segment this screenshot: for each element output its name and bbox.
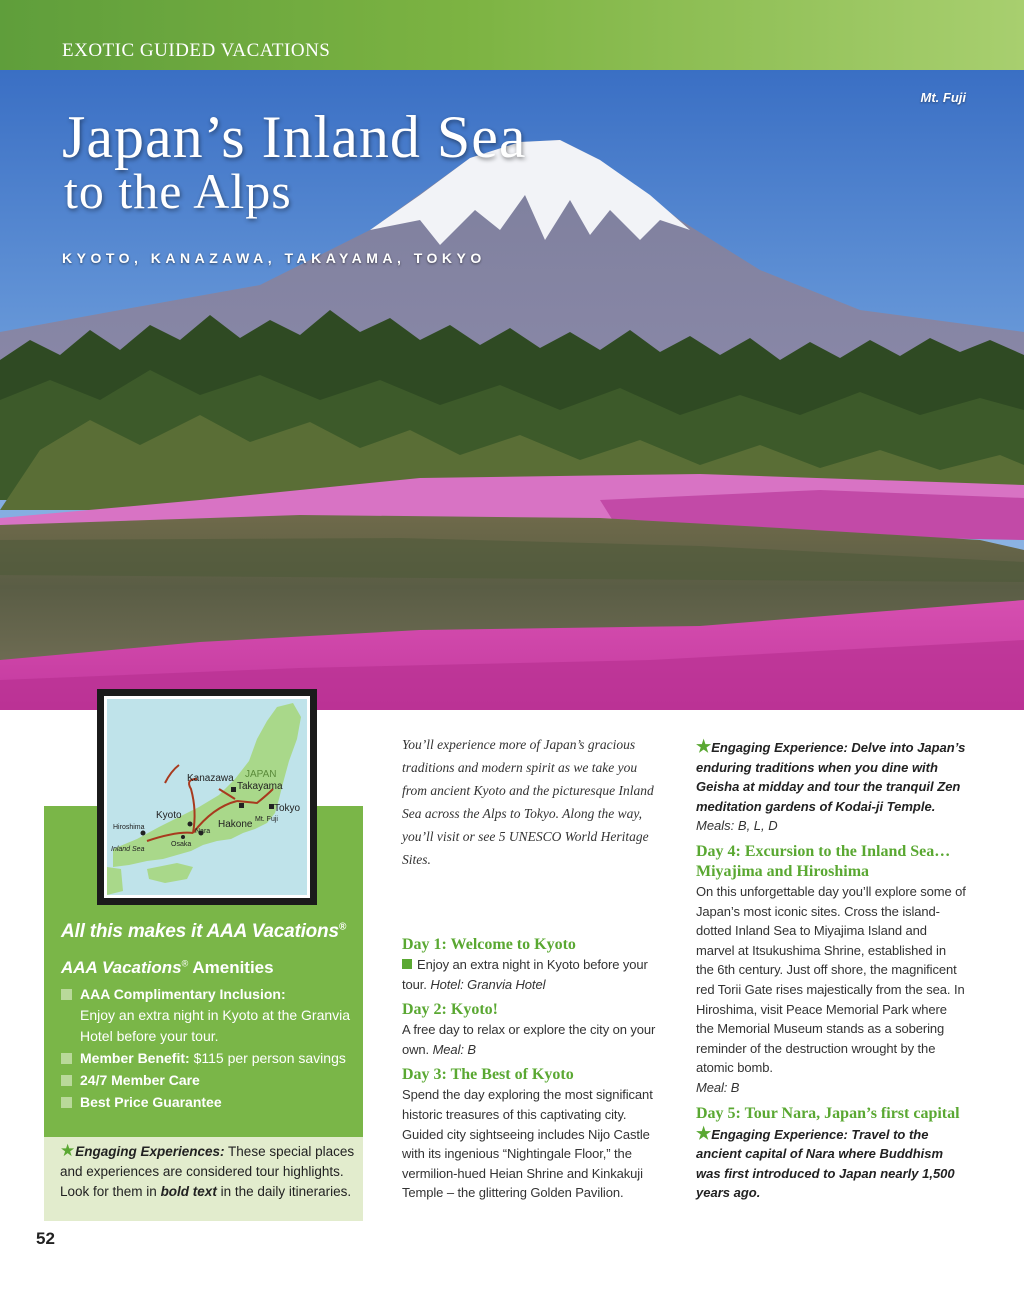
- day-4-heading: Day 4: Excursion to the Inland Sea… Miyajima and Hiroshima: [696, 842, 951, 880]
- day-4-meal: Meal: B: [696, 1079, 740, 1095]
- square-bullet-icon: [61, 1053, 72, 1064]
- itinerary-column-2: [696, 737, 966, 1203]
- map-label-mt-fuji: Mt. Fuji: [255, 816, 278, 823]
- amenities-brand: AAA Vacations: [61, 958, 182, 977]
- list-item: [61, 1092, 351, 1113]
- page-title: [62, 104, 527, 219]
- map-label-country: JAPAN: [245, 769, 277, 780]
- amenities-heading: [61, 958, 274, 978]
- intro-paragraph: You’ll experience more of Japan’s gracious traditions and modern spirit as we take you from ancient Kyoto and the picturesque Inland Sea across the Alps to Tokyo. Along the way, you’ll visit or see 5 UNESCO World Heritage Sites.: [402, 737, 654, 867]
- itinerary-column-1: [402, 935, 664, 1203]
- page-number: 52: [36, 1229, 55, 1248]
- list-item: [61, 984, 351, 1047]
- map-label-kanazawa: Kanazawa: [187, 773, 234, 784]
- day-1-hotel: Hotel: Granvia Hotel: [430, 976, 546, 992]
- engaging-emphasis: bold text: [160, 1184, 217, 1199]
- day-3-experience-text: Engaging Experience: Delve into Japan’s enduring traditions when you dine with Geisha at midday and tour the tranquil Zen meditation gardens of Kodai-ji Temple.: [696, 740, 966, 814]
- map-label-kyoto: Kyoto: [156, 810, 182, 821]
- map-label-osaka: Osaka: [171, 841, 192, 848]
- amenity-title: Best Price Guarantee: [80, 1094, 222, 1110]
- square-bullet-icon: [402, 959, 412, 969]
- japan-map-image: [107, 699, 307, 895]
- registered-mark: ®: [181, 958, 189, 969]
- amenities-word: Amenities: [188, 958, 274, 977]
- amenity-title: 24/7 Member Care: [80, 1072, 200, 1088]
- amenity-text: $115 per person savings: [189, 1050, 346, 1066]
- photo-caption: Mt. Fuji: [920, 90, 966, 105]
- list-item: [61, 1048, 351, 1069]
- star-icon: ★: [696, 737, 712, 756]
- day-5-experience-text: Engaging Experience: Travel to the ancient capital of Nara where Buddhism was first introduced to Japan nearly 1,500 years ago.: [696, 1126, 955, 1201]
- engaging-text: These special places and experiences are considered tour highlights. Look for them in: [60, 1144, 355, 1199]
- square-bullet-icon: [61, 1097, 72, 1108]
- star-icon: ★: [60, 1141, 76, 1160]
- amenity-text: Enjoy an extra night in Kyoto at the Granvia Hotel before your tour.: [80, 1007, 351, 1044]
- day-4-text: On this unforgettable day you’ll explore some of Japan’s most iconic sites. Cross the island-dotted Inland Sea to Miyajima Island and marvel at Itsukushima Shrine, established in the 6th century. Just off shore, the magnificent red Torii Gate rises majestically from the sea. In Hiroshima, visit Peace Memorial Park where the Memorial Museum stands as a sobering reminder of the destruction wrought by the atomic bomb.: [696, 883, 966, 1076]
- day-5-experience: [696, 1124, 966, 1203]
- amenities-list: [61, 984, 351, 1114]
- day-3-heading: Day 3: The Best of Kyoto: [402, 1066, 574, 1084]
- map-label-hakone: Hakone: [218, 819, 253, 830]
- amenity-title: AAA Complimentary Inclusion:: [80, 986, 286, 1002]
- title-line-2: to the Alps: [64, 162, 292, 219]
- aaa-heading-text: All this makes it AAA Vacations: [61, 921, 339, 942]
- day-3-experience: [696, 737, 966, 836]
- map-label-tokyo: Tokyo: [274, 803, 301, 814]
- day-3-meals: Meals: B, L, D: [696, 818, 778, 834]
- day-5-heading: Day 5: Tour Nara, Japan’s first capital: [696, 1104, 960, 1122]
- square-bullet-icon: [61, 1075, 72, 1086]
- day-1-text: [402, 955, 664, 994]
- amenity-title: Member Benefit:: [80, 1050, 190, 1066]
- map-label-hiroshima: Hiroshima: [113, 824, 145, 831]
- list-item: [61, 1070, 351, 1091]
- registered-mark: ®: [338, 921, 346, 933]
- section-label: EXOTIC GUIDED VACATIONS: [62, 40, 331, 61]
- engaging-label: Engaging Experiences:: [75, 1144, 225, 1159]
- day-1-heading: Day 1: Welcome to Kyoto: [402, 936, 576, 953]
- map-label-nara: Nara: [195, 828, 211, 835]
- engaging-text-end: in the daily itineraries.: [216, 1184, 352, 1199]
- day-4-meal-line: [696, 1078, 966, 1098]
- star-icon: ★: [696, 1123, 712, 1143]
- route-map: [97, 689, 317, 905]
- day-2-text: [402, 1020, 664, 1059]
- destinations-subtitle: KYOTO, KANAZAWA, TAKAYAMA, TOKYO: [62, 250, 486, 266]
- map-label-takayama: Takayama: [237, 781, 283, 792]
- map-label-inland-sea: Inland Sea: [111, 846, 145, 853]
- day-2-heading: Day 2: Kyoto!: [402, 1001, 498, 1019]
- day-2-meal: Meal: B: [432, 1041, 476, 1057]
- square-bullet-icon: [61, 989, 72, 1000]
- title-line-1: Japan’s Inland Sea: [62, 104, 527, 170]
- engaging-experiences-note: [60, 1141, 360, 1202]
- day-3-text: Spend the day exploring the most significant historic treasures of this captivating city. Guided city sightseeing includes Nijo Castle with its ingenious “Nightingale Floor,” the vermilion-hued Heian Shrine and Kinkakuji Temple – the glittering Golden Pavilion.: [402, 1087, 653, 1201]
- day-1-body: Enjoy an extra night in Kyoto before your tour.: [402, 957, 648, 992]
- hero-photo: [0, 70, 1024, 710]
- day-2-body: A free day to relax or explore the city on your own.: [402, 1022, 656, 1057]
- aaa-heading: [61, 921, 346, 943]
